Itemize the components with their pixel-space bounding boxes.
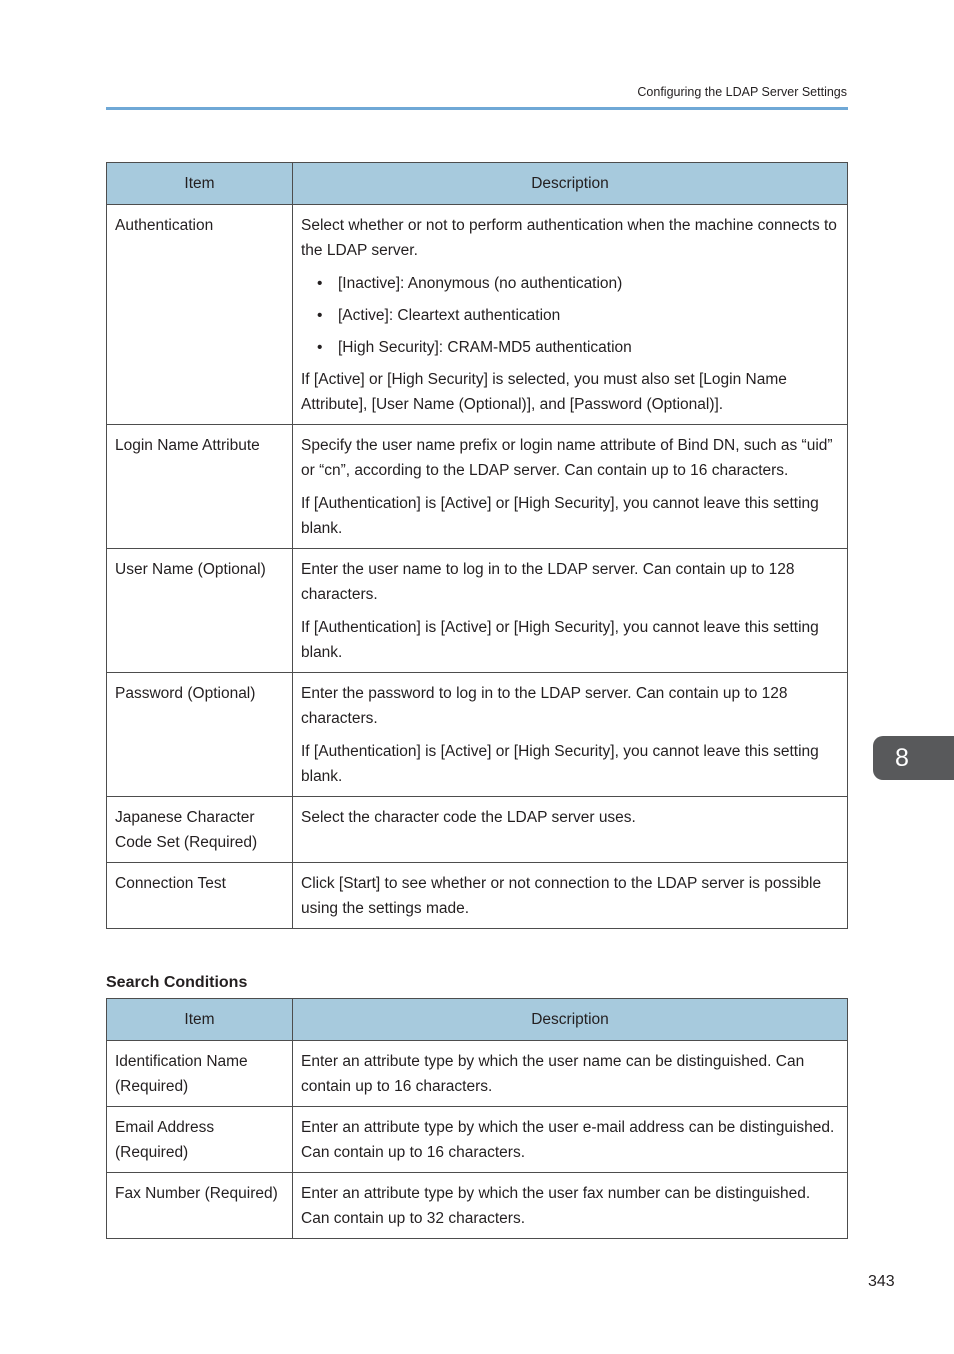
table-row — [107, 673, 848, 797]
column-header-item: Item — [107, 999, 293, 1041]
description-text: Enter the user name to log in to the LDAP server. Can contain up to 128 characters. — [301, 561, 795, 603]
description-cell — [293, 797, 848, 863]
description-text: Enter the password to log in to the LDAP server. Can contain up to 128 characters. — [301, 685, 788, 727]
description-cell — [293, 205, 848, 425]
section-heading: Search Conditions — [106, 974, 248, 991]
column-header-item: Item — [107, 163, 293, 205]
ldap-settings-table — [106, 162, 848, 929]
search-conditions-table — [106, 998, 848, 1239]
table-row — [107, 1041, 848, 1107]
description-text: Select whether or not to perform authentication when the machine connects to the LDAP server. — [301, 217, 837, 259]
bullet-list — [301, 271, 839, 360]
description-text: Select the character code the LDAP server uses. — [301, 809, 636, 826]
column-header-description: Description — [293, 999, 848, 1041]
item-cell: Connection Test — [107, 863, 293, 929]
description-cell — [293, 549, 848, 673]
table-row — [107, 549, 848, 673]
bullet-item: • [Active]: Cleartext authentication — [338, 303, 839, 328]
description-cell — [293, 425, 848, 549]
page-number: 343 — [868, 1273, 895, 1290]
column-header-description: Description — [293, 163, 848, 205]
table-row — [107, 1107, 848, 1173]
item-cell: Password (Optional) — [107, 673, 293, 797]
item-cell: Login Name Attribute — [107, 425, 293, 549]
description-cell: Enter an attribute type by which the user e-mail address can be distinguished. Can contain up to 16 characters. — [293, 1107, 848, 1173]
item-cell: Japanese Character Code Set (Required) — [107, 797, 293, 863]
item-cell: Email Address (Required) — [107, 1107, 293, 1173]
table-row — [107, 797, 848, 863]
table-header-row — [107, 999, 848, 1041]
item-cell: Fax Number (Required) — [107, 1173, 293, 1239]
description-text: If [Authentication] is [Active] or [High Security], you cannot leave this setting blank. — [301, 743, 819, 785]
description-cell — [293, 673, 848, 797]
item-cell: User Name (Optional) — [107, 549, 293, 673]
table-row — [107, 1173, 848, 1239]
description-text: Specify the user name prefix or login name attribute of Bind DN, such as “uid” or “cn”, according to the LDAP server. Can contain up to 16 characters. — [301, 437, 833, 479]
description-cell: Enter an attribute type by which the user fax number can be distinguished. Can contain up to 32 characters. — [293, 1173, 848, 1239]
table-row — [107, 425, 848, 549]
description-text: If [Authentication] is [Active] or [High Security], you cannot leave this setting blank. — [301, 619, 819, 661]
bullet-item: • [High Security]: CRAM-MD5 authentication — [338, 335, 839, 360]
description-text: If [Active] or [High Security] is selected, you must also set [Login Name Attribute], [User Name (Optional)], and [Password (Optional)]. — [301, 371, 787, 413]
description-text: Click [Start] to see whether or not connection to the LDAP server is possible using the settings made. — [301, 875, 822, 917]
item-cell: Identification Name (Required) — [107, 1041, 293, 1107]
item-cell: Authentication — [107, 205, 293, 425]
description-cell — [293, 863, 848, 929]
table-row — [107, 205, 848, 425]
table-row — [107, 863, 848, 929]
header-rule — [106, 107, 848, 110]
chapter-tab: 8 — [873, 736, 954, 780]
description-text: If [Authentication] is [Active] or [High Security], you cannot leave this setting blank. — [301, 495, 819, 537]
table-header-row — [107, 163, 848, 205]
running-header: Configuring the LDAP Server Settings — [637, 85, 847, 99]
bullet-item: • [Inactive]: Anonymous (no authentication) — [338, 271, 839, 296]
description-cell: Enter an attribute type by which the user name can be distinguished. Can contain up to 16 characters. — [293, 1041, 848, 1107]
